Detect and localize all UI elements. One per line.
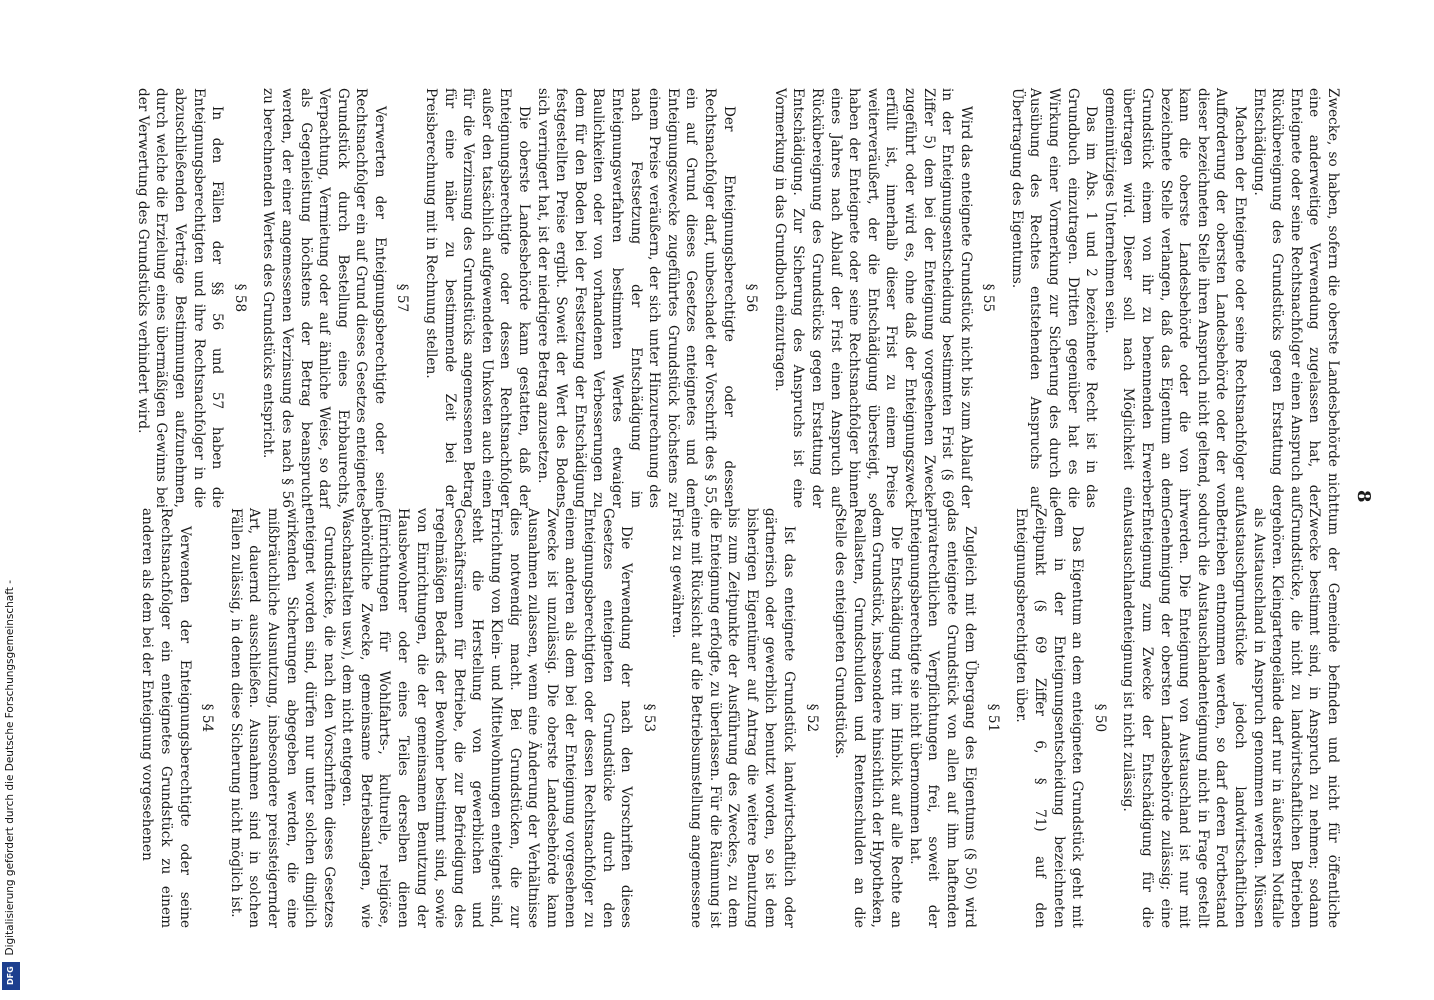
section-54-text: Verwenden der Enteignungsberechtigte oder seine Rechtsnachfolger ein enteignetes Grundstück zu einem anderen als dem bei der Enteignung vorgesehenen	[139, 508, 193, 928]
digitization-credit-text: Digitalisierung gefördert durch die Deutsche Forschungsgemeinschaft -	[4, 580, 16, 956]
section-55-text: Wird das enteignete Grundstück nicht bis zum Ablauf der in der Enteignungsentscheidung bestimmten Frist (§ 69 Ziffer 5) dem bei der Enteignung vorgesehenen Zwecke zugeführt oder wird es, ohne daß der Enteignungszweck erfüllt ist, innerhalb dieser Frist zu einem Preise weiterveräußert, der die Entschädigung übersteigt, so haben der Enteignete oder seine Rechtsnachfolger binnen eines Jahres nach Ablauf der Frist einen Anspruch auf Rückübereignung des Grundstücks gegen Erstattung der Entschädigung. Zur Sicherung des Anspruchs ist eine Vormerkung in das Grundbuch einzutragen.	[771, 88, 974, 508]
section-58-text: In den Fällen der §§ 56 und 57 haben die Enteignungsberechtigten und ihre Rechtsnachfolger in die abzuschließenden Verträge Bestimmungen aufzunehmen, durch welche die Erzielung eines übermäßigen Gewinns bei der Verwertung des Grundstücks verhindert wird.	[134, 88, 226, 508]
page-number: 8	[1353, 490, 1374, 503]
right-intro-paragraph: tum der Gemeinde befinden und nicht für öffentliche Zwecke bestimmt sind, in Anspruch zu nehmen; sodann Grundstücke, die nicht zu landwirtschaftlichen Betrieben gehören. Kleingartengelände darf nur in äußersten Notfalle als Austauschland in Anspruch genommen werden. Müssen Austauschgrundstücke jedoch landwirtschaftlichen Betrieben entnommen werden, so darf deren Fortbestand durch die Austauschlandenteignung nicht in Frage gestellt werden. Die Enteignung von Austauschland ist nur mit Genehmigung der obersten Landesbehörde zulässig; eine Enteignung zum Zwecke der Entschädigung für die Austauschlandenteignung ist nicht zulässig.	[1120, 508, 1341, 928]
section-52-text: Ist das enteignete Grundstück landwirtschaftlich oder gärtnerisch oder gewerblich benutzt worden, so ist dem bisherigen Eigentümer auf Antrag die weitere Benutzung bis zum Zeitpunkte der Ausführung des Zweckes, zu dem die Enteignung erfolgte, zu überlassen. Für die Räumung ist eine mit Rücksicht auf die Betriebsumstellung angemessene Frist zu gewähren.	[669, 508, 797, 928]
right-column	[138, 508, 1342, 928]
section-heading-57: § 57	[394, 283, 411, 313]
section-heading-54: § 54	[199, 703, 216, 733]
left-paragraph-3: Das im Abs. 1 und 2 bezeichnete Recht ist in das Grundbuch einzutragen. Dritten gegenüber hat es die Wirkung einer Vormerkung zur Sicherung des durch die Ausübung des Rechtes entstehenden Anspruchs auf Übertragung des Eigentums.	[1008, 88, 1100, 508]
section-heading-53: § 53	[640, 703, 657, 733]
section-heading-50: § 50	[1091, 703, 1108, 733]
section-56-paragraph-2: Die oberste Landesbehörde kann gestatten, daß der Enteignungsberechtigte oder dessen Rechtsnachfolger außer den tatsächlich aufgewendeten Unkosten auch einen für die Verzinsung des Grundstücks angemessenen Betrag für eine näher zu bestimmende Zeit bei der Preisberechnung mit in Rechnung stellen.	[423, 88, 533, 508]
section-heading-58: § 58	[231, 283, 248, 313]
section-51-paragraph-2: Die Entschädigung tritt im Hinblick auf alle Rechte an dem Grundstück, insbesondere hinsichtlich der Hypotheken, Reallasten, Grundschulden und Rentenschulden an die Stelle des enteigneten Grundstücks.	[832, 508, 904, 928]
section-50-text: Das Eigentum an dem enteigneten Grundstück geht mit dem in der Enteignungsentscheidung bezeichneten Zeitpunkt (§ 69 Ziffer 6, § 71) auf den Enteignungsberechtigten über.	[1013, 508, 1086, 928]
section-53-paragraph-1: Die Verwendung der nach den Vorschriften dieses Gesetzes enteigneten Grundstücke durch den Enteignungsberechtigten oder dessen Rechtsnachfolger zu einem anderen als dem bei der Enteignung vorgesehenen Zwecke ist unzulässig. Die oberste Landesbehörde kann Ausnahmen zulassen, wenn eine Änderung der Verhältnisse dies notwendig macht. Bei Grundstücken, die zur Errichtung von Klein- und Mittelwohnungen enteignet sind, steht die Herstellung von gewerblichen und Geschäftsräumen für Betriebe, die zur Befriedigung des regelmäßigen Bedarfs der Bewohner bestimmt sind, sowie von Einrichtungen, die der gemeinsamen Benutzung der Hausbewohner oder eines Teiles derselben dienen (Einrichtungen für Wohlfahrts-, kulturelle, religiöse, behördliche Zwecke, gemeinsame Betriebsanlagen, wie Waschanstalten usw.), dem nicht entgegen.	[339, 508, 635, 928]
section-53-paragraph-2: Grundstücke, die nach den Vorschriften dieses Gesetzes enteignet worden sind, dürfen nur unter solchen dinglich wirkenden Sicherungen abgegeben werden, die eine mißbräuchliche Ausnutzung, insbesondere preissteigernder Art, dauernd ausschließen. Ausnahmen sind in solchen Fällen zulässig, in denen diese Sicherung nicht möglich ist.	[227, 508, 337, 928]
section-heading-56: § 56	[743, 283, 760, 313]
section-57-text: Verwerten der Enteignungsberechtigte oder seine Rechtsnachfolger ein auf Grund dieses Gesetzes enteignetes Grundstück durch Bestellung eines Erbbaurechts, Verpachtung, Vermietung oder auf ähnliche Weise, so darf als Gegenleistung höchstens der Betrag beansprucht werden, der einer angemessenen Verzinsung des nach § 56 zu berechnenden Wertes des Grundstücks entspricht.	[260, 88, 388, 508]
left-column	[133, 88, 1342, 508]
section-51-paragraph-1: Zugleich mit dem Übergang des Eigentums (§ 50) wird das enteignete Grundstück von allen auf ihm haftenden privatrechtlichen Verpflichtungen frei, soweit der Enteignungsberechtigte sie nicht übernommen hat.	[906, 508, 979, 928]
digitization-credit-strip	[0, 0, 22, 1000]
section-heading-52: § 52	[803, 703, 820, 733]
dfg-logo-icon: DFG	[2, 962, 20, 990]
left-intro-paragraph: Zwecke, so haben, sofern die oberste Landesbehörde nicht eine anderweitige Verwendung zugelassen hat, der Enteignete oder seine Rechtsnachfolger einen Anspruch auf Rückübereignung des Grundstücks gegen Erstattung der Entschädigung.	[1250, 88, 1341, 508]
section-heading-51: § 51	[984, 703, 1001, 733]
section-56-paragraph-1: Der Enteignungsberechtigte oder dessen Rechtsnachfolger darf, unbeschadet der Vorschrift des § 55, ein auf Grund dieses Gesetzes enteignetes und dem Enteignungszwecke zugeführtes Grundstück höchstens zu einem Preise veräußern, der sich unter Hinzurechnung des nach Festsetzung der Entschädigung im Enteignungsverfahren bestimmten Wertes etwaiger Baulichkeiten oder von vorhandenen Verbesserungen zu dem für den Boden bei der Festsetzung der Entschädigung festgestellten Preise ergibt. Soweit der Wert des Bodens sich verringert hat, ist der niedrigere Betrag anzusetzen.	[534, 88, 737, 508]
left-paragraph-2: Machen der Enteignete oder seine Rechtsnachfolger auf Aufforderung der obersten Landesbehörde oder der von dieser bezeichneten Stelle ihren Anspruch nicht geltend, so kann die oberste Landesbehörde oder die von ihr bezeichnete Stelle verlangen, daß das Eigentum an dem Grundstück einem von ihr zu benennenden Erwerber übertragen wird. Dieser soll nach Möglichkeit ein gemeinnütziges Unternehmen sein.	[1101, 88, 1249, 508]
section-heading-55: § 55	[980, 283, 997, 313]
